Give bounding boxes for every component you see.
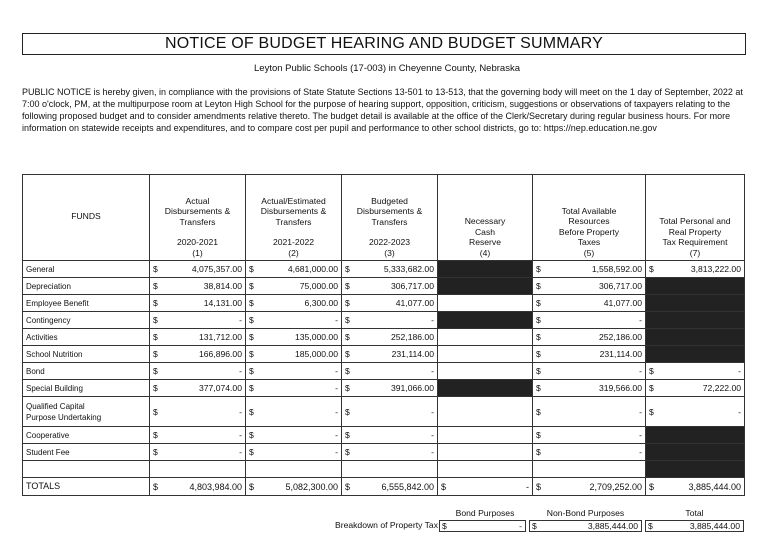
fund-row-qualified-capital-purpose-undertaking-c3-dollar: $ [342,397,352,427]
fund-row-employee-benefit-c3-dollar: $ [342,295,352,312]
table-row [23,329,745,346]
fund-row-special-building-c3-amount: 391,066.00 [352,380,438,397]
table-row [23,444,745,461]
fund-row-cooperative-c1-dollar: $ [150,427,160,444]
fund-name: Activities [23,329,150,346]
fund-row-student-fee-c3-dollar: $ [342,444,352,461]
fund-row-student-fee-c4-empty [438,444,533,461]
fund-row-student-fee-c1-dollar: $ [150,444,160,461]
fund-row-qualified-capital-purpose-undertaking-c5-dollar: $ [533,397,543,427]
fund-row-special-building-c5-amount: 319,566.00 [543,380,646,397]
fund-row-special-building-c5-dollar: $ [533,380,543,397]
fund-name: Contingency [23,312,150,329]
fund-row-general-c7-amount: 3,813,222.00 [656,261,745,278]
fund-row-qualified-capital-purpose-undertaking-c7-dollar: $ [646,397,656,427]
district-subtitle: Leyton Public Schools (17-003) in Cheyenne County, Nebraska [254,63,520,74]
fund-row-depreciation-c5-dollar: $ [533,278,543,295]
totals-row-c3-amount: 6,555,842.00 [352,478,438,496]
fund-row-qualified-capital-purpose-undertaking-c4-empty [438,397,533,427]
fund-row-contingency-c3-dollar: $ [342,312,352,329]
fund-row-activities-c1-dollar: $ [150,329,160,346]
fund-row-activities-c2-dollar: $ [246,329,256,346]
totals-row-c1-dollar: $ [150,478,160,496]
fund-row-bond-c1-amount: - [160,363,246,380]
fund-row-activities-c5-dollar: $ [533,329,543,346]
fund-row-activities-c3-dollar: $ [342,329,352,346]
fund-row-depreciation-c1-dollar: $ [150,278,160,295]
fund-row-general-c7-dollar: $ [646,261,656,278]
fund-row-school-nutrition-c3-dollar: $ [342,346,352,363]
fund-name: Employee Benefit [23,295,150,312]
spacer-cell [23,461,150,478]
total-header: Total [685,508,704,518]
table-row [23,363,745,380]
fund-row-school-nutrition-c2-amount: 185,000.00 [256,346,342,363]
fund-row-school-nutrition-c1-dollar: $ [150,346,160,363]
spacer-cell-shaded [646,461,745,478]
spacer-cell [150,461,246,478]
fund-row-general-c2-amount: 4,681,000.00 [256,261,342,278]
fund-row-general-c5-dollar: $ [533,261,543,278]
total-tax-value: $ 3,885,444.00 [645,520,744,532]
fund-row-qualified-capital-purpose-undertaking-c2-dollar: $ [246,397,256,427]
totals-row-c5-dollar: $ [533,478,543,496]
fund-row-bond-c1-dollar: $ [150,363,160,380]
fund-row-depreciation-c1-amount: 38,814.00 [160,278,246,295]
fund-row-contingency-c4-shaded [438,312,533,329]
fund-row-qualified-capital-purpose-undertaking-c1-dollar: $ [150,397,160,427]
fund-row-contingency-c2-dollar: $ [246,312,256,329]
nonbond-purposes-value: $ 3,885,444.00 [529,520,642,532]
fund-row-special-building-c2-amount: - [256,380,342,397]
header-resources: Total Available Resources Before Property Taxes (5) [533,175,646,261]
bond-purposes-header: Bond Purposes [455,508,515,518]
fund-row-general-c5-amount: 1,558,592.00 [543,261,646,278]
header-funds: FUNDS [23,175,150,261]
fund-row-contingency-c3-amount: - [352,312,438,329]
totals-row-c5-amount: 2,709,252.00 [543,478,646,496]
fund-row-bond-c2-amount: - [256,363,342,380]
fund-row-school-nutrition-c4-empty [438,346,533,363]
fund-row-cooperative-c3-dollar: $ [342,427,352,444]
table-row [23,427,745,444]
fund-row-depreciation-c4-shaded [438,278,533,295]
fund-row-employee-benefit-c5-amount: 41,077.00 [543,295,646,312]
fund-row-student-fee-c2-amount: - [256,444,342,461]
fund-row-bond-c7-amount: - [656,363,745,380]
fund-row-cooperative-c1-amount: - [160,427,246,444]
fund-row-depreciation-c7-shaded [646,278,745,295]
fund-name: Student Fee [23,444,150,461]
fund-row-special-building-c1-dollar: $ [150,380,160,397]
page-title: NOTICE OF BUDGET HEARING AND BUDGET SUMMARY [22,33,746,55]
fund-row-contingency-c7-shaded [646,312,745,329]
fund-row-depreciation-c2-amount: 75,000.00 [256,278,342,295]
spacer-cell [533,461,646,478]
fund-row-employee-benefit-c5-dollar: $ [533,295,543,312]
fund-row-qualified-capital-purpose-undertaking-c3-amount: - [352,397,438,427]
fund-name: General [23,261,150,278]
table-row [23,346,745,363]
fund-row-cooperative-c7-shaded [646,427,745,444]
fund-row-bond-c5-dollar: $ [533,363,543,380]
fund-row-contingency-c5-dollar: $ [533,312,543,329]
fund-row-student-fee-c5-dollar: $ [533,444,543,461]
totals-row-c2-amount: 5,082,300.00 [256,478,342,496]
fund-row-cooperative-c4-empty [438,427,533,444]
spacer-cell [342,461,438,478]
fund-row-general-c3-dollar: $ [342,261,352,278]
header-actual: Actual Disbursements & Transfers 2020-2021 (1) [150,175,246,261]
fund-row-student-fee-c5-amount: - [543,444,646,461]
fund-row-cooperative-c5-dollar: $ [533,427,543,444]
fund-row-employee-benefit-c1-amount: 14,131.00 [160,295,246,312]
totals-row-c4-amount [438,478,533,496]
fund-row-general-c1-amount: 4,075,357.00 [160,261,246,278]
totals-row-c3-dollar: $ [342,478,352,496]
fund-row-general-c2-dollar: $ [246,261,256,278]
fund-row-depreciation-c2-dollar: $ [246,278,256,295]
fund-row-qualified-capital-purpose-undertaking-c7-amount: - [656,397,745,427]
fund-row-employee-benefit-c7-shaded [646,295,745,312]
fund-row-activities-c7-shaded [646,329,745,346]
fund-row-depreciation-c3-amount: 306,717.00 [352,278,438,295]
fund-row-bond-c2-dollar: $ [246,363,256,380]
fund-name: Qualified Capital Purpose Undertaking [23,397,150,427]
fund-row-school-nutrition-c5-amount: 231,114.00 [543,346,646,363]
fund-row-special-building-c2-dollar: $ [246,380,256,397]
fund-row-bond-c3-dollar: $ [342,363,352,380]
table-row [23,295,745,312]
fund-row-special-building-c7-dollar: $ [646,380,656,397]
fund-row-bond-c7-dollar: $ [646,363,656,380]
fund-row-employee-benefit-c1-dollar: $ [150,295,160,312]
fund-row-contingency-c1-dollar: $ [150,312,160,329]
table-row [23,278,745,295]
fund-row-bond-c4-empty [438,363,533,380]
fund-row-qualified-capital-purpose-undertaking-c5-amount: - [543,397,646,427]
budget-summary-table [22,174,745,496]
fund-row-cooperative-c2-dollar: $ [246,427,256,444]
fund-row-special-building-c4-shaded [438,380,533,397]
breakdown-label: Breakdown of Property Tax [334,520,438,530]
header-estimated: Actual/Estimated Disbursements & Transfers 2021-2022 (2) [246,175,342,261]
fund-row-bond-c5-amount: - [543,363,646,380]
fund-row-depreciation-c5-amount: 306,717.00 [543,278,646,295]
fund-row-student-fee-c3-amount: - [352,444,438,461]
table-row [23,261,745,278]
fund-row-activities-c3-amount: 252,186.00 [352,329,438,346]
fund-row-special-building-c1-amount: 377,074.00 [160,380,246,397]
public-notice-text: PUBLIC NOTICE is hereby given, in compliance with the provisions of State Statute Sections 13-501 to 13-513, that the governing body will meet on the 1 day of September, 2022 at 7:00 o'clock, PM, at the multipurpose room at Leyton High School for the purpose of hearing support, opposition, criticism, suggestions or observations of taxpayers relating to the following proposed budget and to consider amendments relative thereto. The budget detail is available at the office of the Clerk/Secretary during regular business hours. For more information on statewide receipts and expenditures, and to compare cost per pupil and performance to other school districts, go to: https://nep.education.ne.gov [22,87,743,133]
fund-row-employee-benefit-c3-amount: 41,077.00 [352,295,438,312]
fund-row-school-nutrition-c5-dollar: $ [533,346,543,363]
spacer-row [23,461,745,478]
fund-row-student-fee-c1-amount: - [160,444,246,461]
totals-row-c4-value: - [526,481,529,492]
fund-row-special-building-c3-dollar: $ [342,380,352,397]
totals-row-c7-amount: 3,885,444.00 [656,478,745,496]
fund-row-contingency-c5-amount: - [543,312,646,329]
fund-name: Depreciation [23,278,150,295]
fund-row-cooperative-c3-amount: - [352,427,438,444]
fund-row-depreciation-c3-dollar: $ [342,278,352,295]
totals-row-c4-dollar: $ [441,481,447,492]
table-row [23,397,745,427]
fund-name: Special Building [23,380,150,397]
nonbond-purposes-header: Non-Bond Purposes [546,508,625,518]
fund-row-contingency-c1-amount: - [160,312,246,329]
header-budgeted: Budgeted Disbursements & Transfers 2022-2023 (3) [342,175,438,261]
fund-row-employee-benefit-c2-amount: 6,300.00 [256,295,342,312]
totals-row-c1-amount: 4,803,984.00 [160,478,246,496]
fund-row-general-c4-shaded [438,261,533,278]
fund-row-contingency-c2-amount: - [256,312,342,329]
totals-row-c2-dollar: $ [246,478,256,496]
fund-row-qualified-capital-purpose-undertaking-c1-amount: - [160,397,246,427]
fund-row-activities-c4-empty [438,329,533,346]
spacer-cell [438,461,533,478]
totals-row [23,478,745,496]
fund-row-activities-c5-amount: 252,186.00 [543,329,646,346]
fund-row-special-building-c7-amount: 72,222.00 [656,380,745,397]
fund-row-school-nutrition-c3-amount: 231,114.00 [352,346,438,363]
fund-row-school-nutrition-c7-shaded [646,346,745,363]
fund-name: Bond [23,363,150,380]
fund-row-cooperative-c2-amount: - [256,427,342,444]
fund-row-employee-benefit-c2-dollar: $ [246,295,256,312]
fund-row-student-fee-c7-shaded [646,444,745,461]
table-row [23,312,745,329]
fund-row-activities-c2-amount: 135,000.00 [256,329,342,346]
fund-name: Cooperative [23,427,150,444]
fund-row-general-c1-dollar: $ [150,261,160,278]
spacer-cell [246,461,342,478]
fund-row-employee-benefit-c4-empty [438,295,533,312]
totals-row-c7-dollar: $ [646,478,656,496]
fund-row-general-c3-amount: 5,333,682.00 [352,261,438,278]
fund-name: School Nutrition [23,346,150,363]
fund-row-school-nutrition-c1-amount: 166,896.00 [160,346,246,363]
fund-row-student-fee-c2-dollar: $ [246,444,256,461]
header-reserve: Necessary Cash Reserve (4) [438,175,533,261]
header-tax-requirement: Total Personal and Real Property Tax Requirement (7) [646,175,745,261]
fund-row-bond-c3-amount: - [352,363,438,380]
fund-row-cooperative-c5-amount: - [543,427,646,444]
fund-row-qualified-capital-purpose-undertaking-c2-amount: - [256,397,342,427]
bond-purposes-value: $ - [439,520,526,532]
table-row [23,380,745,397]
fund-row-school-nutrition-c2-dollar: $ [246,346,256,363]
fund-name: TOTALS [23,478,150,496]
fund-row-activities-c1-amount: 131,712.00 [160,329,246,346]
